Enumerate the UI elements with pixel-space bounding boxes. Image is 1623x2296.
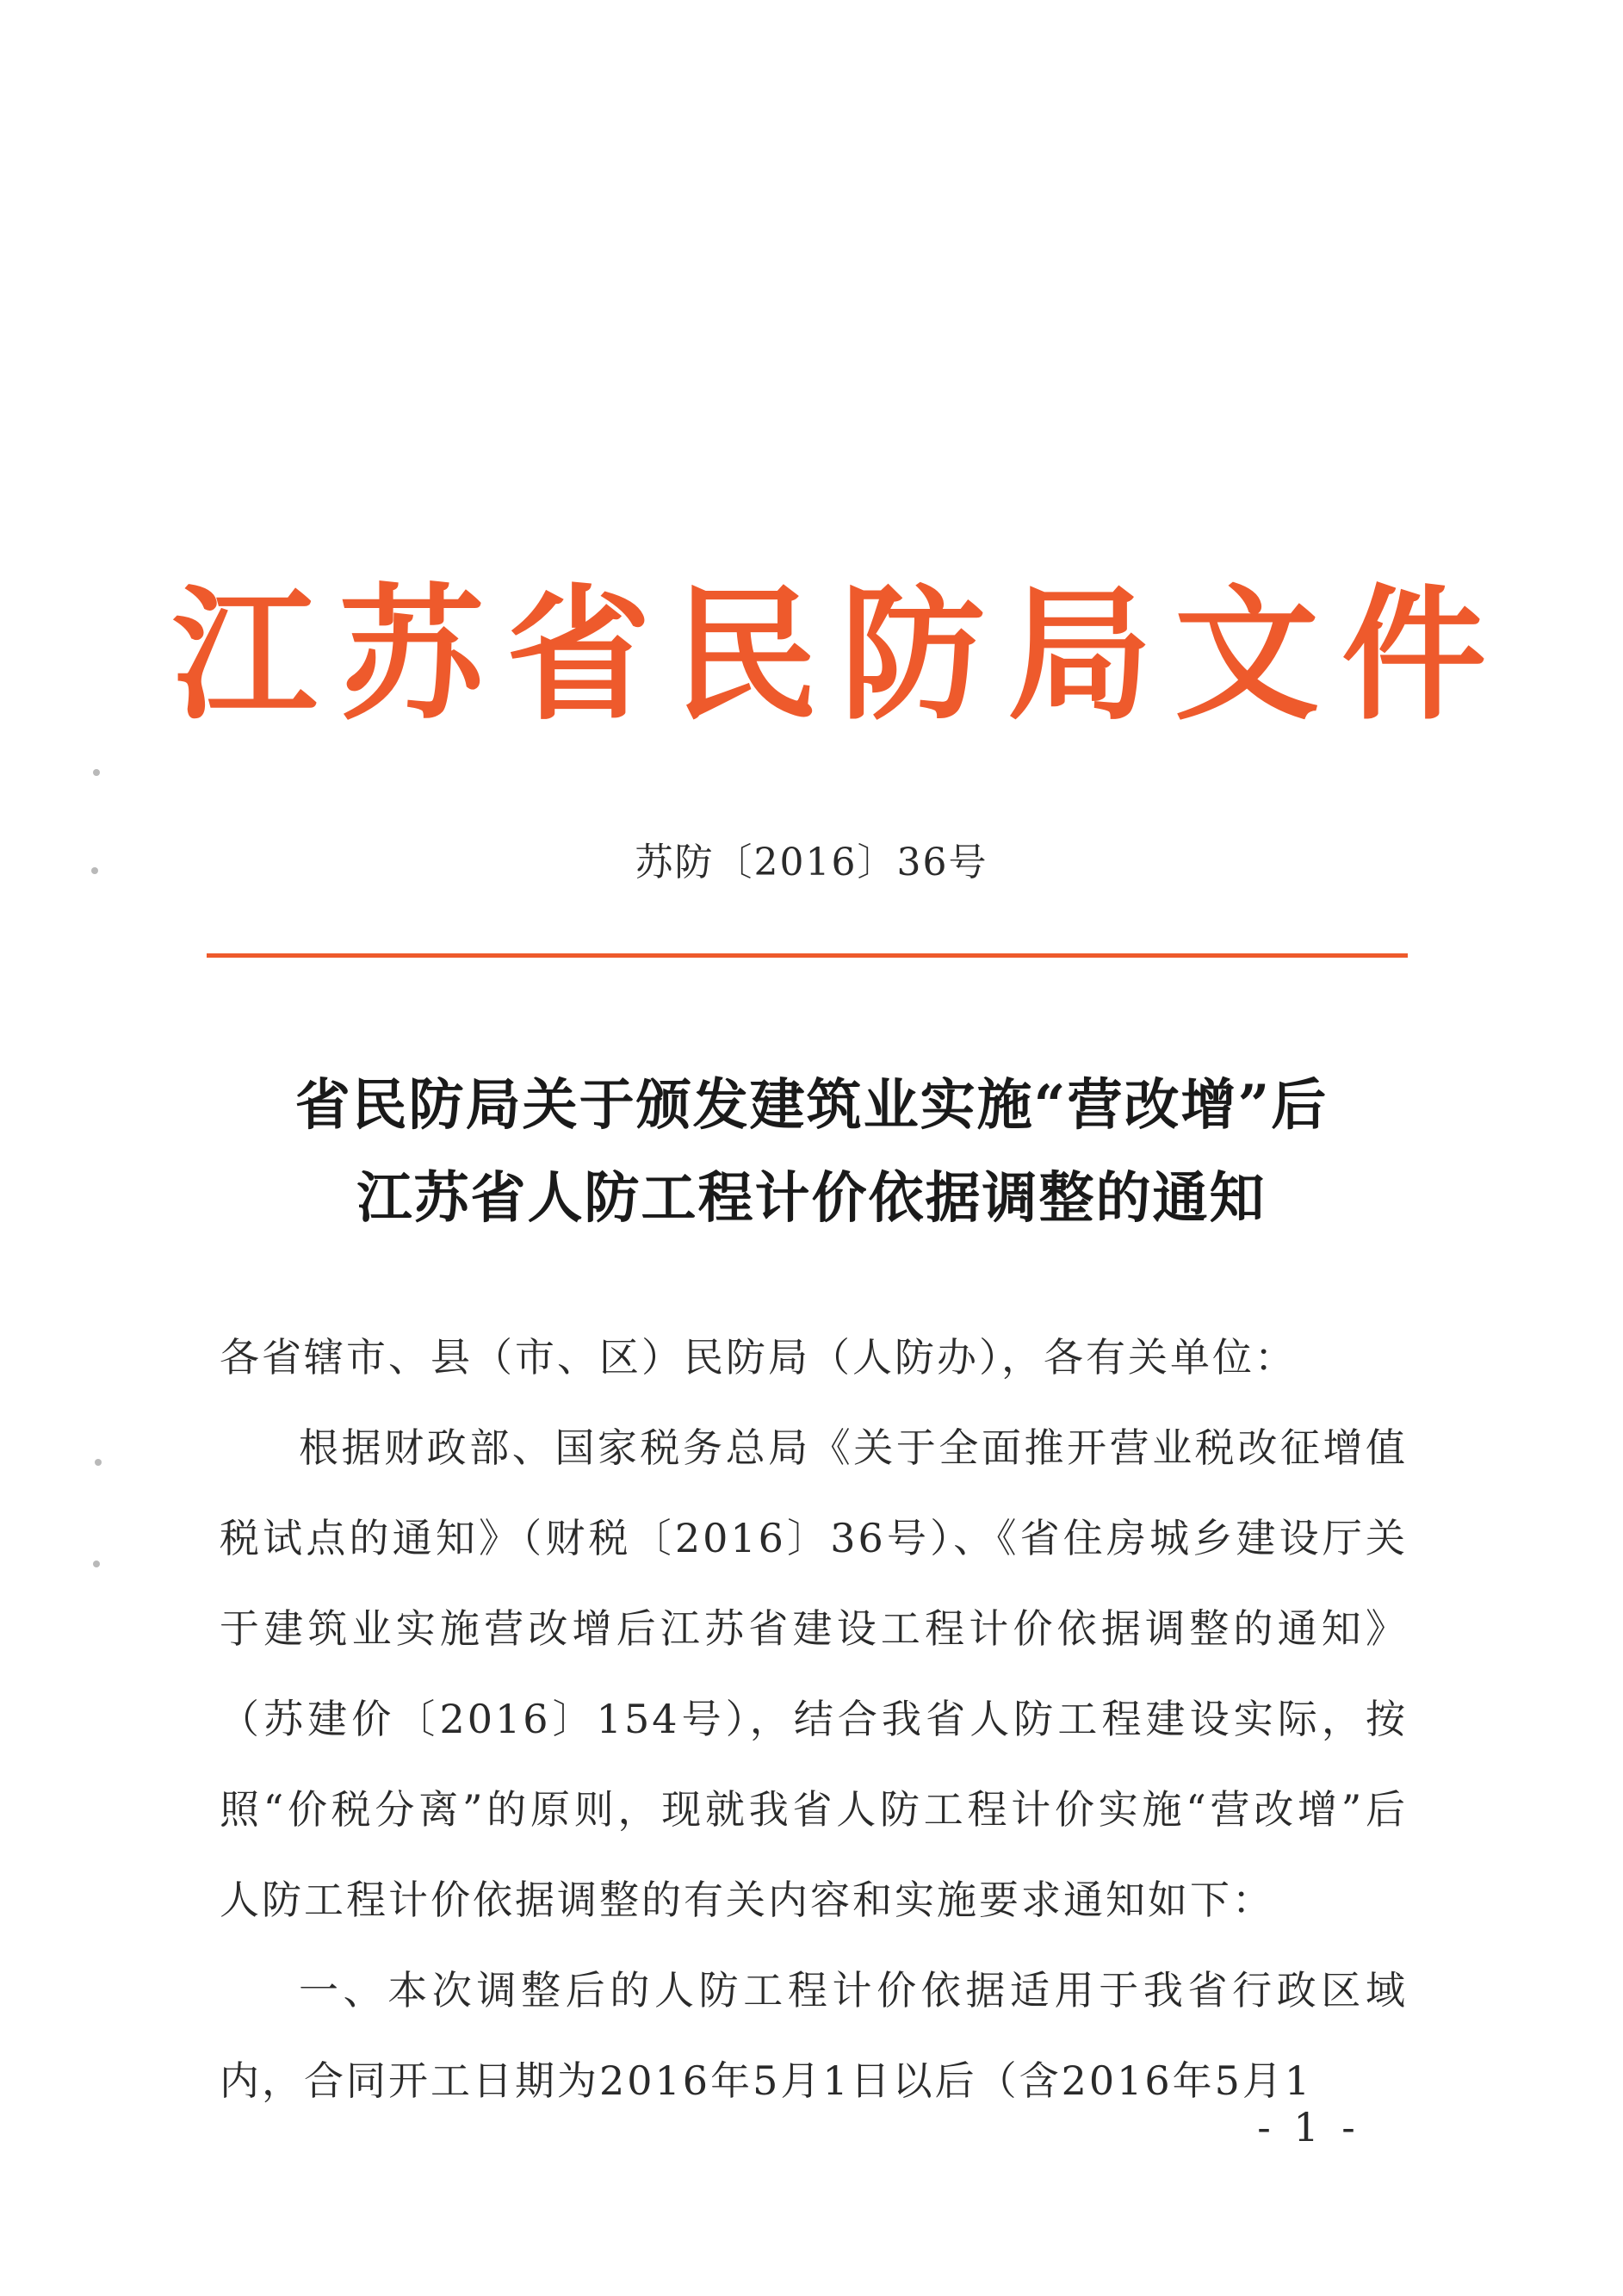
notice-body	[220, 1312, 1408, 2126]
scan-speck	[95, 1459, 102, 1466]
salutation: 各省辖市、县（市、区）民防局（人防办），各有关单位：	[220, 1334, 1297, 1381]
red-divider-line	[207, 953, 1408, 958]
notice-title-line-1: 省民防局关于颁发建筑业实施“营改增”后	[294, 1073, 1329, 1138]
body-paragraph: 根据财政部、国家税务总局《关于全面推开营业税改征增值税试点的通知》（财税〔2016〕36号）、《省住房城乡建设厅关于建筑业实施营改增后江苏省建设工程计价依据调整的通知》（苏建价〔2016〕154号），结合我省人防工程建设实际，按照“价税分离”的原则，现就我省人防工程计价实施“营改增”后人防工程计价依据调整的有关内容和实施要求通知如下：	[220, 1424, 1408, 1923]
document-number: 苏防〔2016〕36号	[635, 841, 988, 884]
notice-title-line-2: 江苏省人防工程计价依据调整的通知	[356, 1166, 1267, 1231]
page-number: - 1 -	[1257, 2104, 1360, 2150]
body-paragraph: 一、本次调整后的人防工程计价依据适用于我省行政区域内，合同开工日期为2016年5月1日以后（含2016年5月1	[220, 1967, 1408, 2104]
scan-speck	[93, 769, 100, 776]
masthead-title: 江苏省民防局文件	[172, 569, 1508, 740]
notice-title	[172, 1059, 1451, 1245]
scan-speck	[93, 1561, 100, 1567]
